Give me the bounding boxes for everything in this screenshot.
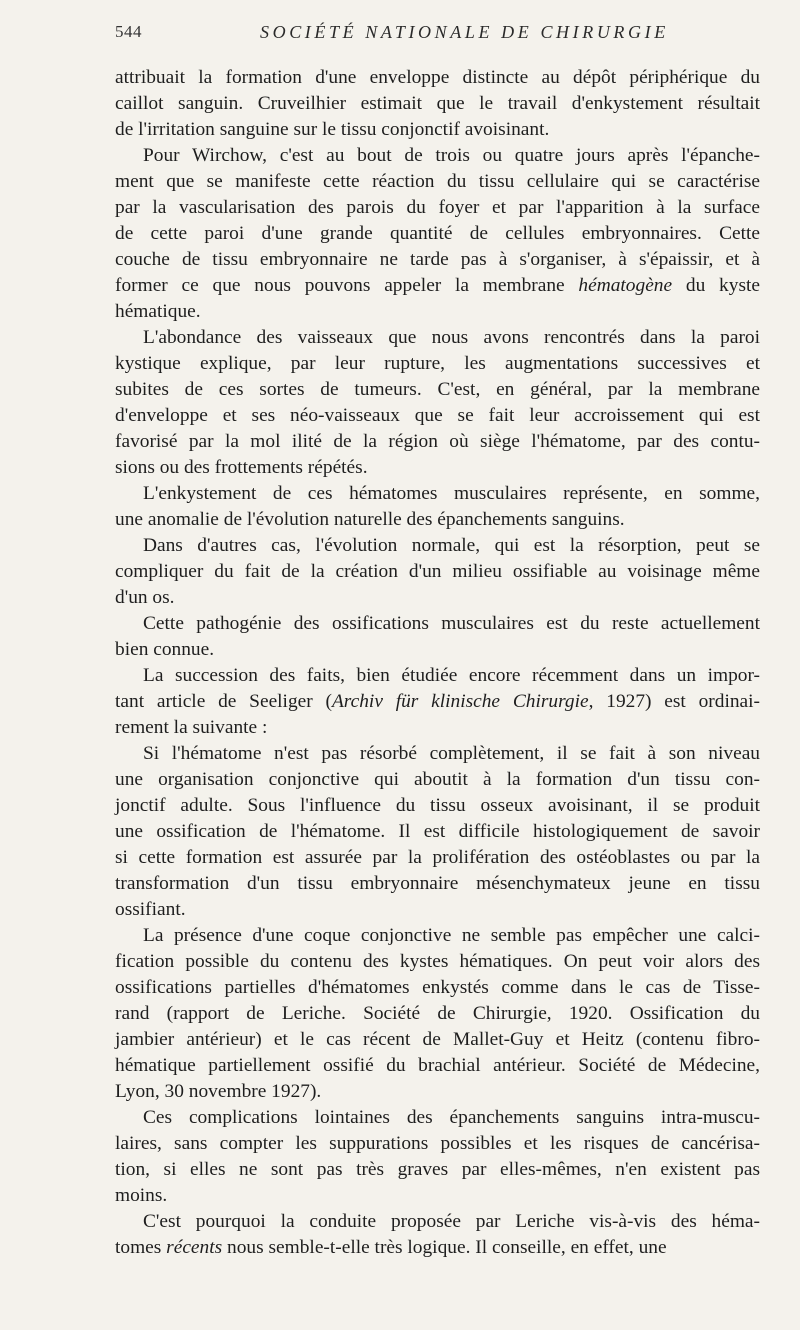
page-number: 544 (115, 22, 142, 41)
text-line: Lyon, 30 novembre 1927). (115, 1081, 322, 1102)
running-title: SOCIÉTÉ NATIONALE DE CHIRURGIE (260, 22, 669, 42)
text-line: d'enveloppe et ses néo-vaisseaux que se fait leur accroissement qui est (115, 405, 760, 426)
text-line: compliquer du fait de la création d'un milieu ossifiable au voisinage même (115, 561, 760, 582)
text-line: kystique explique, par leur rupture, les augmentations successives et (115, 353, 760, 374)
text-line: sions ou des frottements répétés. (115, 457, 368, 478)
text-line: tant article de Seeliger (Archiv für klinische Chirurgie, 1927) est ordinai- (115, 691, 760, 712)
text-line: rand (rapport de Leriche. Société de Chirurgie, 1920. Ossification du (115, 1003, 760, 1024)
text-line: couche de tissu embryonnaire ne tarde pas à s'organiser, à s'épaissir, et à (115, 249, 760, 270)
text-line: Si l'hématome n'est pas résorbé complètement, il se fait à son niveau (143, 743, 760, 764)
paragraph (115, 533, 760, 611)
paragraph (115, 1105, 760, 1209)
text-line: caillot sanguin. Cruveilhier estimait que le travail d'enkystement résultait (115, 93, 760, 114)
paragraph (115, 481, 760, 533)
text-line: rement la suivante : (115, 717, 268, 738)
text-line: L'enkystement de ces hématomes musculaires représente, en somme, (143, 483, 760, 504)
text-line: laires, sans compter les suppurations possibles et les risques de cancérisa- (115, 1133, 760, 1154)
text-line: ossifications partielles d'hématomes enkystés comme dans le cas de Tisse- (115, 977, 760, 998)
text-line: former ce que nous pouvons appeler la membrane hématogène du kyste (115, 275, 760, 296)
text-line: Cette pathogénie des ossifications musculaires est du reste actuellement (143, 613, 760, 634)
paragraph (115, 741, 760, 923)
text-line: fication possible du contenu des kystes hématiques. On peut voir alors des (115, 951, 760, 972)
text-line: La succession des faits, bien étudiée encore récemment dans un impor- (143, 665, 760, 686)
body-text (115, 65, 760, 1261)
paragraph (115, 611, 760, 663)
text-line: une ossification de l'hématome. Il est difficile histologiquement de savoir (115, 821, 760, 842)
paragraph (115, 1209, 760, 1261)
text-line: tion, si elles ne sont pas très graves par elles-mêmes, n'en existent pas (115, 1159, 760, 1180)
text-line: de cette paroi d'une grande quantité de cellules embryonnaires. Cette (115, 223, 760, 244)
text-line: L'abondance des vaisseaux que nous avons rencontrés dans la paroi (143, 327, 760, 348)
paragraph (115, 65, 760, 143)
text-line: transformation d'un tissu embryonnaire mésenchymateux jeune en tissu (115, 873, 760, 894)
text-line: de l'irritation sanguine sur le tissu conjonctif avoisinant. (115, 119, 550, 140)
text-line: si cette formation est assurée par la prolifération des ostéoblastes ou par la (115, 847, 760, 868)
text-line: tomes récents nous semble-t-elle très logique. Il conseille, en effet, une (115, 1237, 667, 1258)
text-line: Ces complications lointaines des épanchements sanguins intra-muscu- (143, 1107, 760, 1128)
text-line: subites de ces sortes de tumeurs. C'est, en général, par la membrane (115, 379, 760, 400)
text-line: C'est pourquoi la conduite proposée par Leriche vis-à-vis des héma- (143, 1211, 760, 1232)
text-line: ossifiant. (115, 899, 186, 920)
text-line: moins. (115, 1185, 168, 1206)
text-line: d'un os. (115, 587, 175, 608)
text-line: Pour Wirchow, c'est au bout de trois ou quatre jours après l'épanche- (143, 145, 760, 166)
text-line: une anomalie de l'évolution naturelle des épanchements sanguins. (115, 509, 625, 530)
text-line: par la vascularisation des parois du foyer et par l'apparition à la surface (115, 197, 760, 218)
paragraph (115, 923, 760, 1105)
text-line: bien connue. (115, 639, 215, 660)
text-line: hématique partiellement ossifié du brachial antérieur. Société de Médecine, (115, 1055, 760, 1076)
text-line: Dans d'autres cas, l'évolution normale, qui est la résorption, peut se (143, 535, 760, 556)
text-line: favorisé par la mol ilité de la région où siège l'hématome, par des contu- (115, 431, 760, 452)
paragraph (115, 663, 760, 741)
text-line: attribuait la formation d'une enveloppe distincte au dépôt périphérique du (115, 67, 760, 88)
page-header (115, 22, 760, 46)
text-line: une organisation conjonctive qui aboutit à la formation d'un tissu con- (115, 769, 760, 790)
text-line: hématique. (115, 301, 201, 322)
paragraph (115, 143, 760, 325)
paragraph (115, 325, 760, 481)
text-line: La présence d'une coque conjonctive ne semble pas empêcher une calci- (143, 925, 760, 946)
text-line: ment que se manifeste cette réaction du tissu cellulaire qui se caractérise (115, 171, 760, 192)
text-line: jonctif adulte. Sous l'influence du tissu osseux avoisinant, il se produit (115, 795, 760, 816)
text-line: jambier antérieur) et le cas récent de Mallet-Guy et Heitz (contenu fibro- (115, 1029, 760, 1050)
